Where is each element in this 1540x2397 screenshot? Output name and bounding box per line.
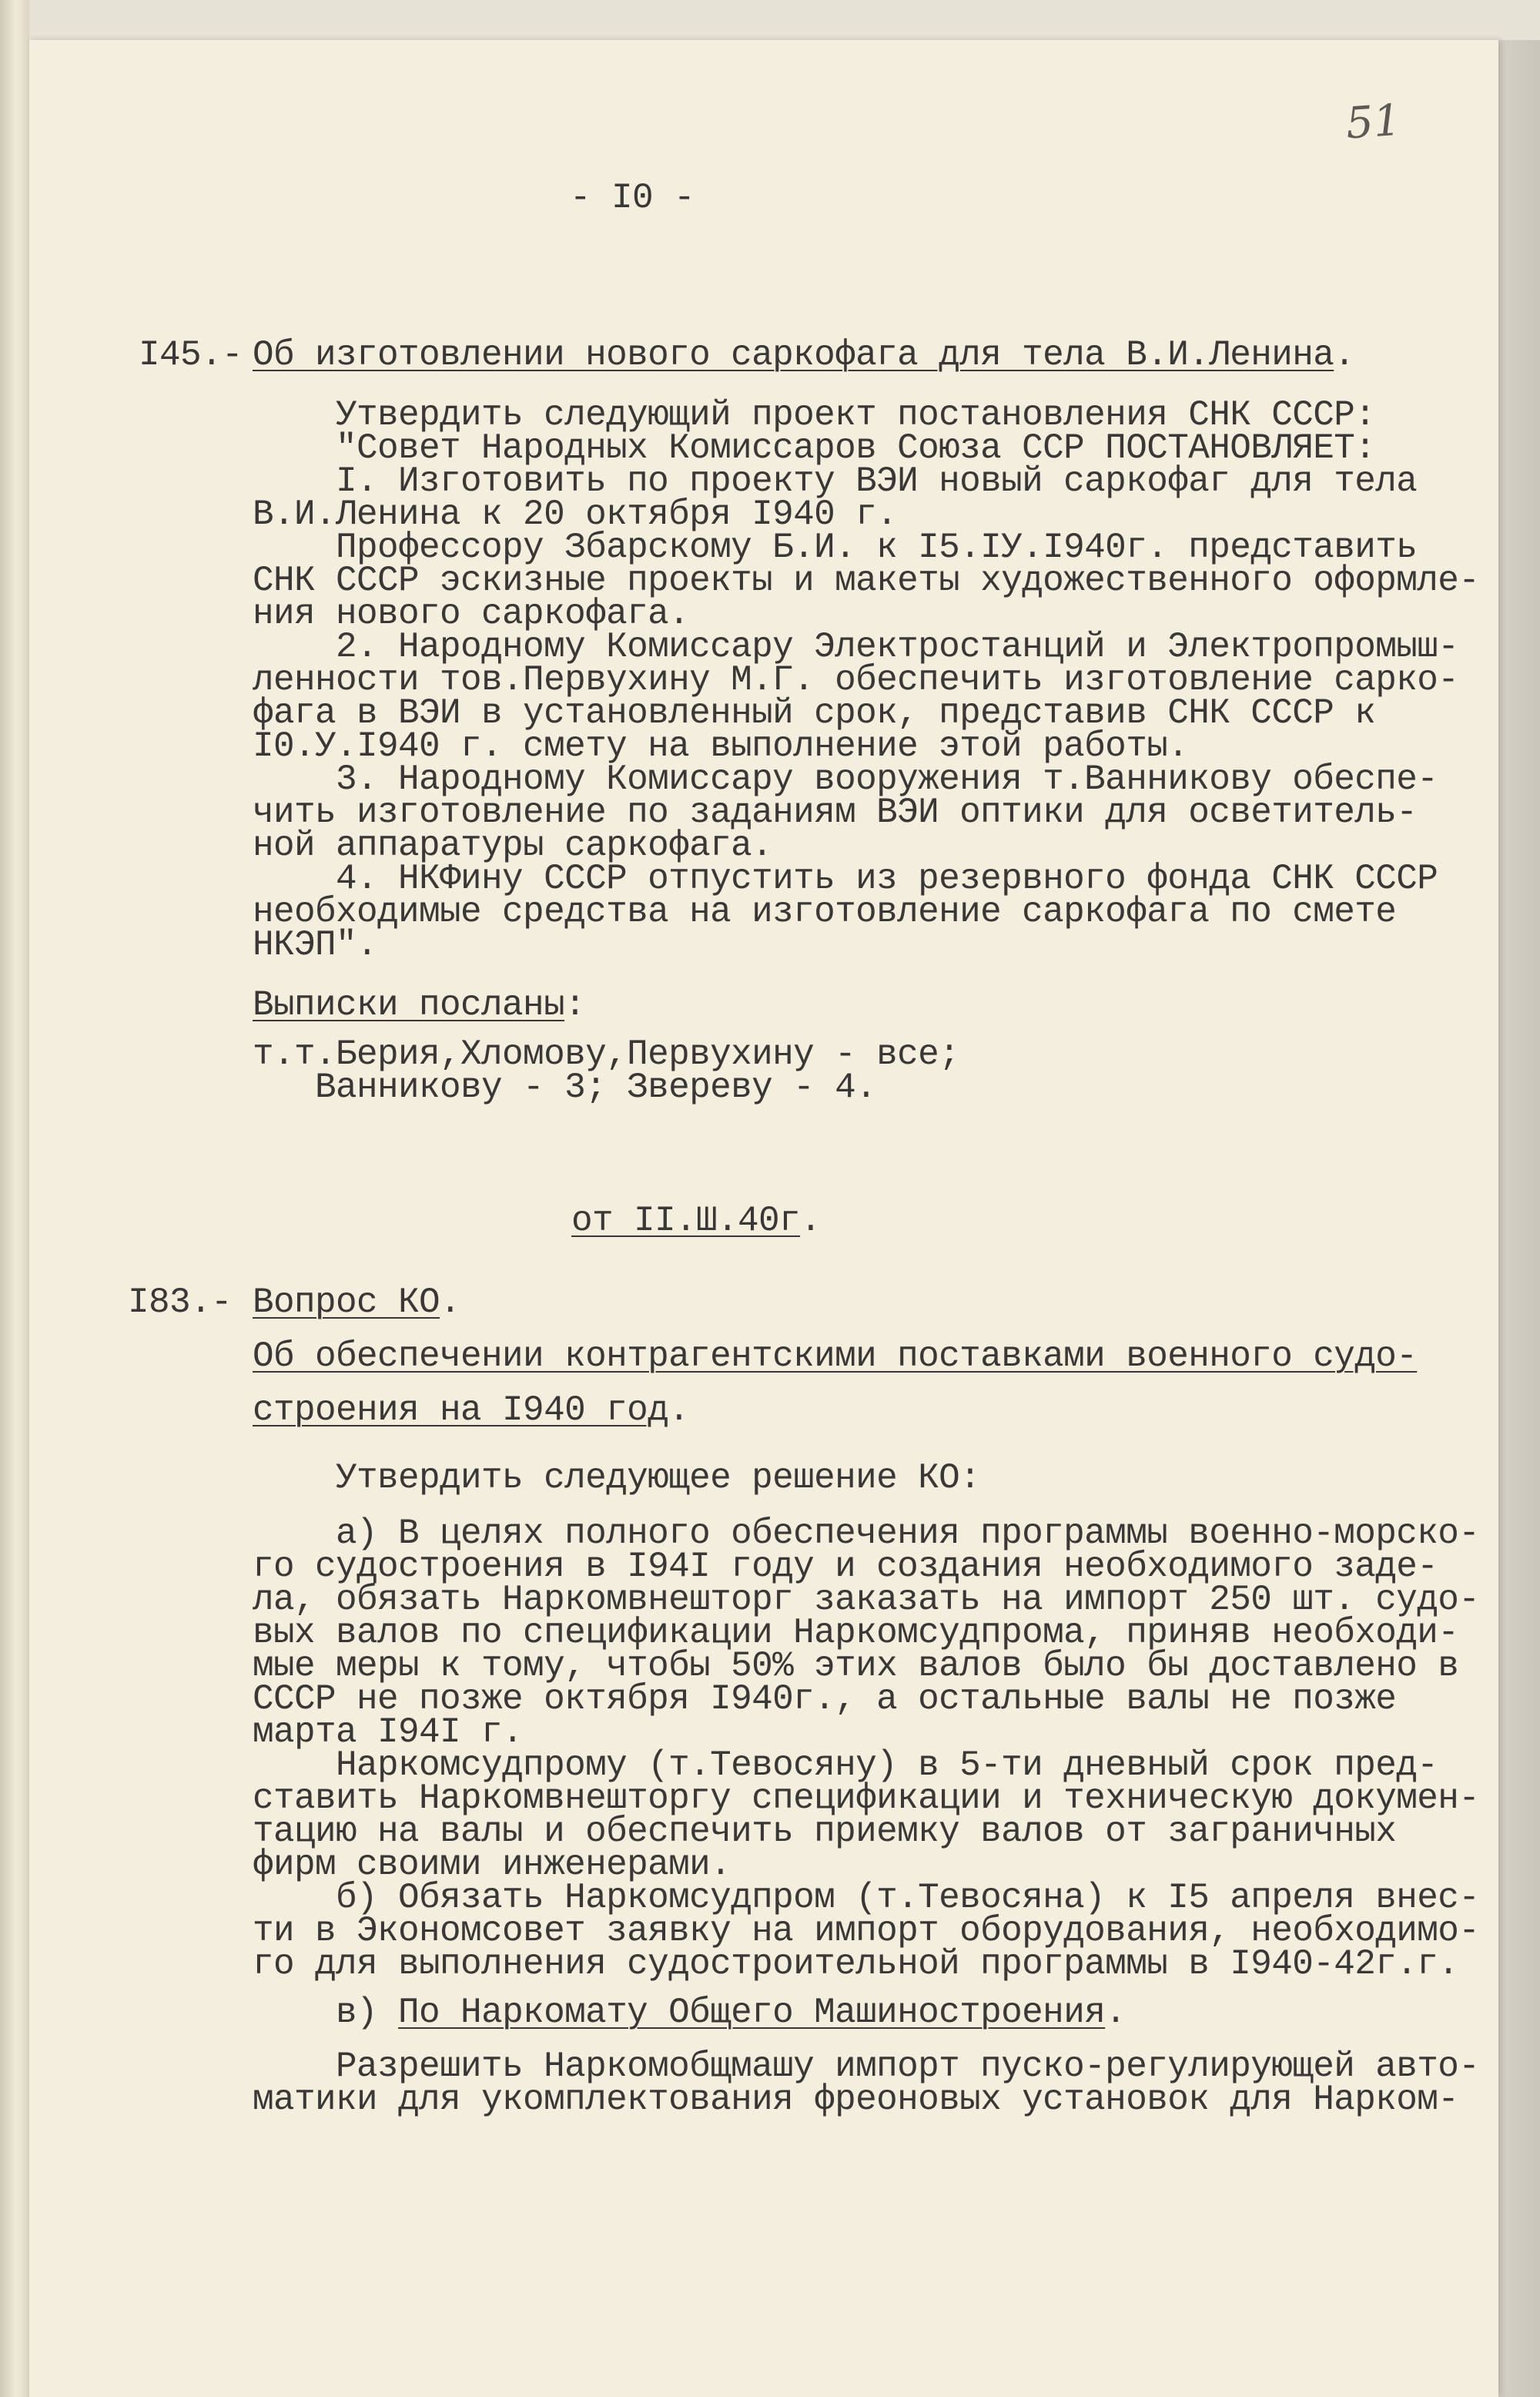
item-145-line: ной аппаратуры саркофага.	[253, 826, 773, 866]
item-183-line: го для выполнения судостроительной программы в I940-42г.г.	[253, 1944, 1459, 1984]
item-183-title-text: Об обеспечении контрагентскими поставками военного судо-	[253, 1336, 1418, 1376]
item-number-145: I45.-	[139, 335, 243, 375]
date-heading-dot: .	[800, 1201, 822, 1241]
item-183-title	[253, 1390, 690, 1430]
item-145-line: НКЭП".	[253, 925, 378, 965]
item-183-line: ти в Экономсовет заявку на импорт оборудования, необходимо-	[253, 1911, 1480, 1951]
item-183-title	[253, 1336, 1418, 1376]
para-v-title: По Наркомату Общего Машиностроения	[398, 1993, 1106, 2033]
item-145-line: чить изготовление по заданиям ВЭИ оптики для осветитель-	[253, 793, 1418, 833]
page-binding	[0, 0, 29, 2397]
item-145-line: ленности тов.Первухину М.Г. обеспечить изготовление сарко-	[253, 660, 1459, 700]
item-183-line: СССР не позже октября I940г., а остальные валы не позже	[253, 1679, 1397, 1719]
item-183-line: вых валов по спецификации Наркомсудпрома, приняв необходи-	[253, 1613, 1459, 1653]
sent-label	[253, 985, 586, 1025]
item-145-line: ния нового саркофага.	[253, 594, 690, 634]
para-v-dot: .	[1105, 1993, 1127, 2033]
item-145-title-dot: .	[1334, 335, 1355, 375]
sent-label-colon: :	[564, 985, 586, 1025]
page-number: - I0 -	[570, 178, 695, 218]
item-183-line: б) Обязать Наркомсудпром (т.Тевосяна) к I5 апреля внес-	[253, 1878, 1480, 1918]
item-145-line: В.И.Ленина к 20 октября I940 г.	[253, 494, 898, 535]
sent-recipients: Ванникову - 3; Звереву - 4.	[253, 1068, 877, 1108]
item-183-line: тацию на валы и обеспечить приемку валов от заграничных	[253, 1812, 1397, 1852]
item-183-line: ставить Наркомвнешторгу спецификации и техническую докумен-	[253, 1778, 1480, 1819]
item-number-183: I83.-	[128, 1282, 233, 1323]
item-183-line: мые меры к тому, чтобы 50% этих валов было бы доставлено в	[253, 1646, 1459, 1686]
item-145-line: "Совет Народных Комиссаров Союза ССР ПОСТАНОВЛЯЕТ:	[253, 428, 1376, 468]
item-145-line: фага в ВЭИ в установленный срок, представив СНК СССР к	[253, 693, 1376, 733]
item-145-title	[253, 335, 1355, 375]
item-145-line: 2. Народному Комиссару Электростанций и Электропромыш-	[253, 627, 1459, 667]
item-145-line: I. Изготовить по проекту ВЭИ новый саркофаг для тела	[253, 461, 1418, 501]
item-183-line: марта I94I г.	[253, 1712, 524, 1752]
item-145-line: СНК СССР эскизные проекты и макеты художественного оформле-	[253, 561, 1480, 601]
item-145-line: необходимые средства на изготовление саркофага по смете	[253, 892, 1397, 932]
item-145-line: Профессору Збарскому Б.И. к I5.IУ.I940г. представить	[253, 528, 1418, 568]
item-145-line: 3. Народному Комиссару вооружения т.Ванникову обеспе-	[253, 759, 1438, 800]
item-145-line: I0.У.I940 г. смету на выполнение этой работы.	[253, 726, 1189, 766]
folio-number: 51	[1344, 95, 1403, 149]
item-183-line: фирм своими инженерами.	[253, 1845, 732, 1885]
item-145-title-text: Об изготовлении нового саркофага для тела В.И.Ленина	[253, 335, 1334, 375]
date-heading-text: от II.Ш.40г	[571, 1201, 801, 1241]
item-183-line: ла, обязать Наркомвнешторг заказать на импорт 250 шт. судо-	[253, 1580, 1480, 1620]
item-183-line: го судостроения в I94I году и создания необходимого заде-	[253, 1547, 1438, 1587]
sent-label-text: Выписки посланы	[253, 985, 565, 1025]
item-183-line: а) В целях полного обеспечения программы военно-морско-	[253, 1514, 1480, 1554]
item-183-intro: Утвердить следующее решение КО:	[253, 1458, 981, 1498]
item-145-line: 4. НКФину СССР отпустить из резервного фонда СНК СССР	[253, 859, 1438, 899]
item-183-line: матики для укомплектования фреоновых установок для Нарком-	[253, 2080, 1459, 2120]
sent-recipients: т.т.Берия,Хломову,Первухину - все;	[253, 1034, 960, 1074]
item-183-line: Разрешить Наркомобщмашу импорт пуско-регулирующей авто-	[253, 2047, 1480, 2087]
item-183-title-dot: .	[668, 1390, 690, 1430]
item-145-line: Утвердить следующий проект постановления СНК СССР:	[253, 395, 1376, 435]
item-183-label-text: Вопрос КО	[253, 1282, 440, 1323]
date-heading	[571, 1201, 822, 1241]
para-v-prefix: в)	[253, 1993, 399, 2033]
item-183-title-text: строения на I940 год	[253, 1390, 669, 1430]
page-edge	[1498, 40, 1540, 2397]
item-183-para-v	[253, 1993, 1127, 2033]
item-183-label	[253, 1282, 461, 1323]
item-183-label-dot: .	[440, 1282, 461, 1323]
item-183-line: Наркомсудпрому (т.Тевосяну) в 5-ти дневный срок пред-	[253, 1745, 1438, 1785]
